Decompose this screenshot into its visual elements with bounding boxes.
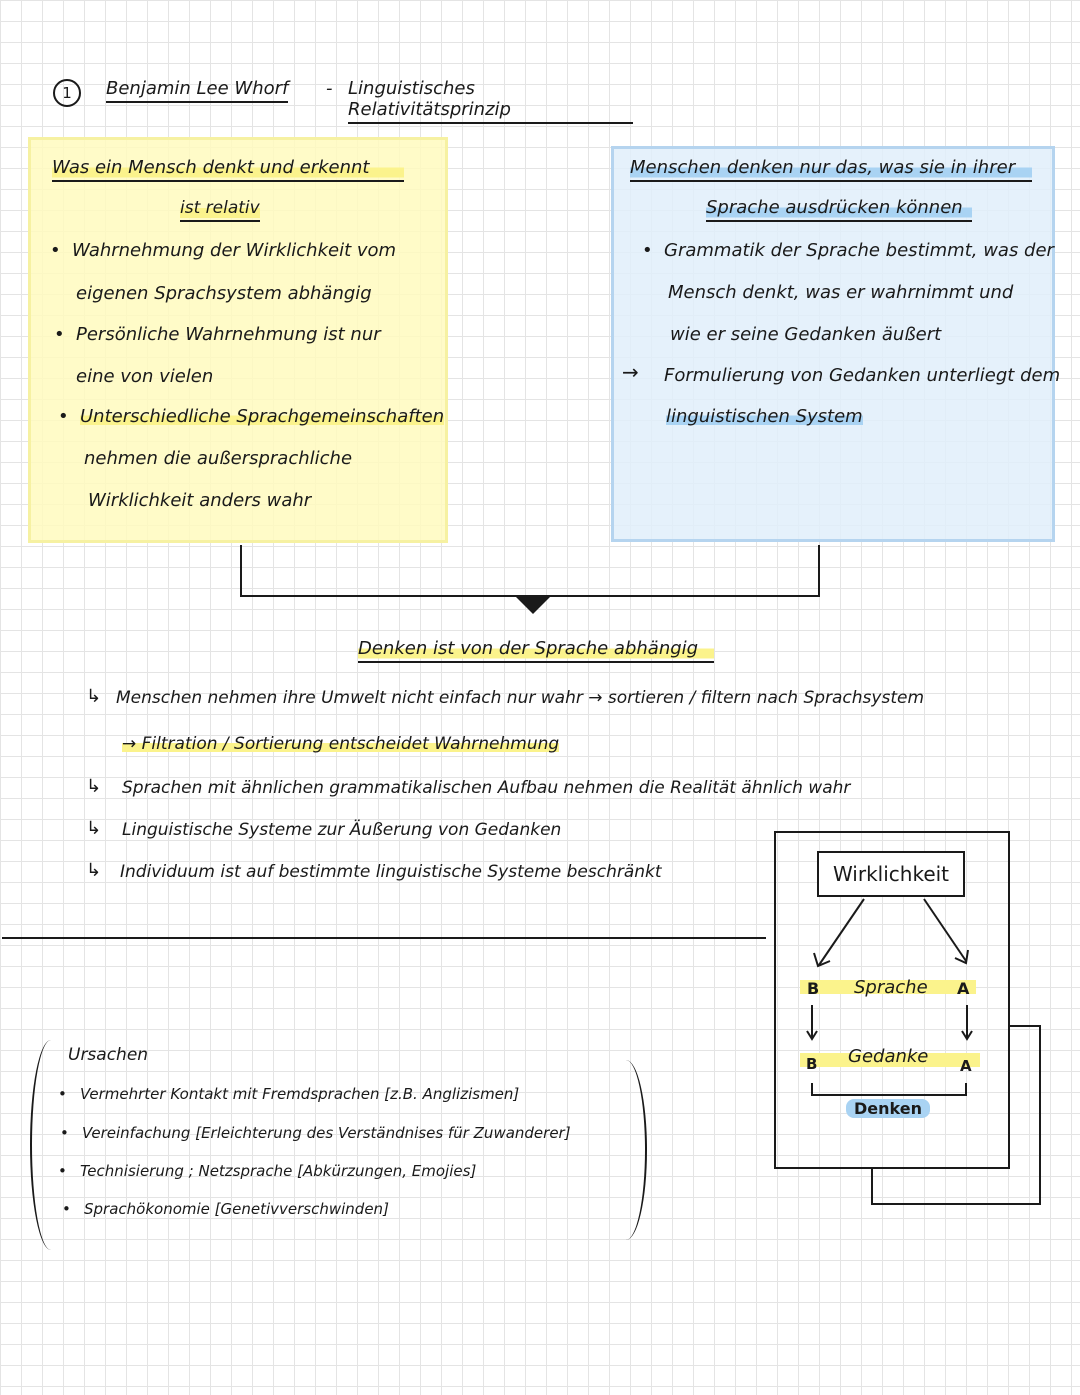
sub-arrow-icon: ↳ — [86, 860, 102, 881]
left-bullet-1: • Wahrnehmung der Wirklichkeit vom — [72, 240, 396, 261]
connector-left — [240, 545, 242, 597]
left-bullet-2-cont: eine von vielen — [76, 366, 214, 387]
left-bullet-3: • Unterschiedliche Sprachgemeinschaften — [80, 406, 444, 427]
conclusion-point-4: Individuum ist auf bestimmte linguistische Systeme beschränkt — [120, 862, 662, 882]
diagram-side-left — [871, 1169, 873, 1205]
conclusion-point-1: Menschen nehmen ihre Umwelt nicht einfach nur wahr → sortieren / filtern nach Sprachsystem — [116, 688, 925, 708]
diagram-gedanke: Gedanke — [848, 1046, 929, 1067]
conclusion-title: Denken ist von der Sprache abhängig — [358, 638, 714, 663]
diagram-arrows — [774, 831, 1010, 1169]
left-bullet-3-cont: nehmen die außersprachliche — [84, 448, 353, 469]
right-bullet-1: • Grammatik der Sprache bestimmt, was der — [664, 240, 1054, 261]
right-parenthesis — [605, 1060, 647, 1240]
page-title: Linguistisches Relativitätsprinzip — [348, 78, 633, 124]
left-box-title: Was ein Mensch denkt und erkennt — [52, 157, 404, 182]
right-box-title-2: Sprache ausdrücken können — [706, 197, 972, 222]
right-bullet-1-cont-2: wie er seine Gedanken äußert — [670, 324, 942, 345]
sub-arrow-icon: ↳ — [86, 686, 102, 707]
cause-item: • Vermehrter Kontakt mit Fremdsprachen [z.B. Anglizismen] — [80, 1085, 519, 1103]
header-dash: - — [326, 78, 333, 99]
right-arrow-icon: → — [622, 360, 639, 384]
right-arrow-note-cont: linguistischen System — [666, 406, 863, 427]
diagram-side-right — [1039, 1025, 1041, 1205]
right-box-title: Menschen denken nur das, was sie in ihrer — [630, 157, 1032, 182]
sub-arrow-icon: ↳ — [86, 818, 102, 839]
right-bullet-1-cont: Mensch denkt, was er wahrnimmt und — [668, 282, 1014, 303]
diagram-side-bottom — [871, 1203, 1041, 1205]
diagram-wirklichkeit: Wirklichkeit — [817, 851, 965, 897]
causes-title: Ursachen — [68, 1045, 149, 1065]
left-bullet-1-cont: eigenen Sprachsystem abhängig — [76, 283, 372, 304]
right-arrow-note: Formulierung von Gedanken unterliegt dem — [664, 365, 1061, 386]
connector-right — [818, 545, 820, 597]
conclusion-point-1b: → Filtration / Sortierung entscheidet Wahrnehmung — [122, 734, 560, 754]
left-bullet-3-cont-2: Wirklichkeit anders wahr — [88, 490, 312, 511]
left-box-title-2: ist relativ — [180, 198, 260, 222]
left-parenthesis — [30, 1040, 72, 1250]
diagram-sprache: Sprache — [854, 977, 928, 998]
down-triangle-icon — [516, 597, 550, 615]
divider — [2, 937, 766, 939]
diagram-denken: Denken — [846, 1099, 930, 1118]
diagram-side-top — [1009, 1025, 1041, 1027]
conclusion-point-3: Linguistische Systeme zur Äußerung von Gedanken — [122, 820, 562, 840]
left-bullet-2: • Persönliche Wahrnehmung ist nur — [76, 324, 381, 345]
author-name: Benjamin Lee Whorf — [106, 78, 288, 103]
label-b: B — [806, 1055, 818, 1073]
label-b: B — [807, 979, 820, 998]
cause-item: • Sprachökonomie [Genetivverschwinden] — [84, 1200, 389, 1218]
cause-item: • Vereinfachung [Erleichterung des Verständnises für Zuwanderer] — [82, 1124, 571, 1142]
section-number: 1 — [53, 79, 81, 107]
cause-item: • Technisierung ; Netzsprache [Abkürzungen, Emojies] — [80, 1162, 476, 1180]
sub-arrow-icon: ↳ — [86, 776, 102, 797]
label-a: A — [960, 1057, 972, 1075]
conclusion-point-2: Sprachen mit ähnlichen grammatikalischen Aufbau nehmen die Realität ähnlich wahr — [122, 778, 851, 798]
label-a: A — [957, 979, 970, 998]
